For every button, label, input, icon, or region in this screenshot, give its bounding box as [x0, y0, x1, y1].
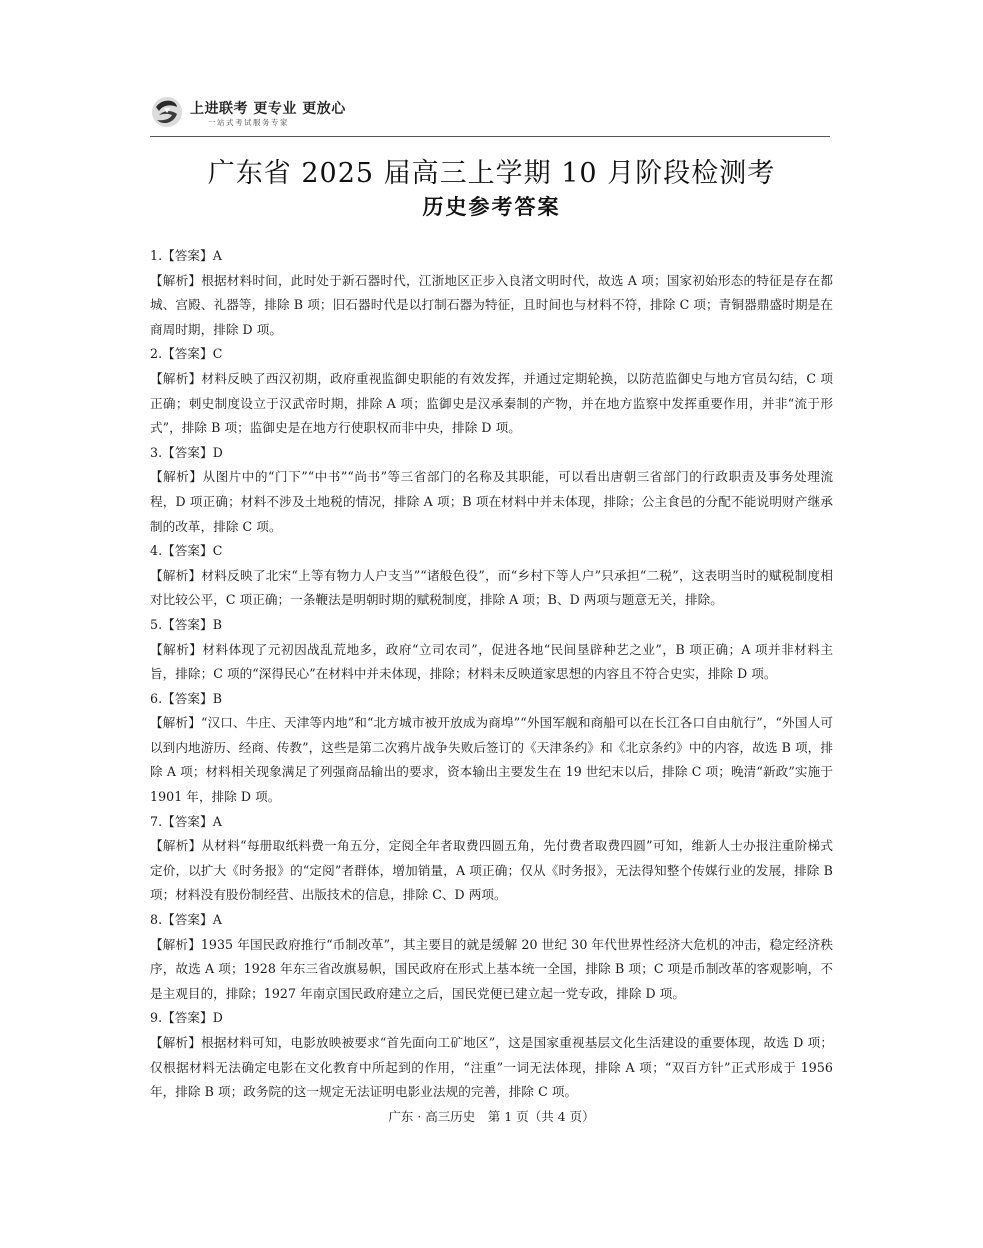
- answer-item: [150, 908, 833, 1006]
- answer-item: [150, 244, 833, 342]
- document-title: 历史参考答案: [422, 195, 561, 219]
- answer-line: 6.【答案】B: [150, 690, 222, 706]
- answer-item: [150, 810, 833, 908]
- brand-logo-icon: [150, 95, 184, 129]
- exam-title: 广东省 2025 届高三上学期 10 月阶段检测考: [207, 158, 776, 189]
- answer-line: 9.【答案】D: [150, 1010, 223, 1026]
- answer-item: [150, 687, 833, 810]
- answer-line: 8.【答案】A: [150, 912, 222, 928]
- explanation-text: 【解析】材料体现了元初因战乱荒地多，政府“立司农司”，促进各地“民间垦辟种艺之业”，B 项正确；A 项并非材料主旨，排除；C 项的“深得民心”在材料中并未体现，排除；材料未反映道家思想的内容且不符合史实，排除 D 项。: [150, 641, 833, 682]
- answer-line: 4.【答案】C: [150, 543, 223, 559]
- explanation-text: 【解析】1935 年国民政府推行“币制改革”，其主要目的就是缓解 20 世纪 30 年代世界性经济大危机的冲击，稳定经济秩序，故选 A 项；1928 年东三省改旗易帜，国民政府在形式上基本统一全国，排除 B 项；C 项是币制改革的客观影响，不是主观目的，排除；1927 年南京国民政府建立之后，国民党便已建立起一党专政，排除 D 项。: [150, 936, 833, 1001]
- answer-line: 7.【答案】A: [150, 813, 222, 829]
- explanation-text: 【解析】材料反映了北宋“上等有物力人户支当”“诸般色役”，而“乡村下等人户”只承担“二税”，这表明当时的赋税制度相对比较公平，C 项正确；一条鞭法是明朝时期的赋税制度，排除 A 项；B、D 两项与题意无关，排除。: [150, 567, 833, 608]
- page-footer: 广东 · 高三历史 第 1 页（共 4 页）: [388, 1109, 595, 1124]
- page-header: [150, 95, 830, 137]
- answer-line: 3.【答案】D: [150, 444, 223, 460]
- answer-item: [150, 1006, 833, 1104]
- answer-line: 1.【答案】A: [150, 248, 222, 263]
- answer-line: 5.【答案】B: [150, 616, 222, 632]
- answer-item: [150, 539, 833, 613]
- answer-list: [150, 244, 833, 1105]
- brand-subtitle: 一站式考试服务专家: [208, 118, 289, 127]
- answer-line: 2.【答案】C: [150, 346, 223, 362]
- explanation-text: 【解析】根据材料可知，电影放映被要求“首先面向工矿地区”，这是国家重视基层文化生活建设的重要体现，故选 D 项；仅根据材料无法确定电影在文化教育中所起到的作用，“注重”一词无法体现，排除 A 项；“双百方针”正式形成于 1956 年，排除 B 项；政务院的这一规定无法证明电影业法规的完善，排除 C 项。: [150, 1035, 833, 1100]
- explanation-text: 【解析】材料反映了西汉初期，政府重视监御史职能的有效发挥，并通过定期轮换，以防范监御史与地方官员勾结，C 项正确；刺史制度设立于汉武帝时期，排除 A 项；监御史是汉承秦制的产物，并在地方监察中发挥重要作用，并非“流于形式”，排除 B 项；监御史是在地方行使职权而非中央，排除 D 项。: [150, 370, 833, 436]
- answer-item: [150, 613, 833, 687]
- answer-item: [150, 342, 833, 440]
- explanation-text: 【解析】从图片中的“门下”“中书”“尚书”等三省部门的名称及其职能，可以看出唐朝三省部门的行政职责及事务处理流程，D 项正确；材料不涉及土地税的情况，排除 A 项；B 项在材料中并未体现，排除；公主食邑的分配不能说明财产继承制的改革，排除 C 项。: [150, 469, 833, 534]
- brand-title: 上进联考 更专业 更放心: [190, 101, 346, 117]
- explanation-text: 【解析】“汉口、牛庄、天津等内地”和“北方城市被开放成为商埠”“外国军舰和商船可以在长江各口自由航行”，“外国人可以到内地游历、经商、传教”，这些是第二次鸦片战争失败后签订的《天津条约》和《北京条约》中的内容，故选 B 项，排除 A 项；材料相关现象满足了列强商品输出的要求，资本输出主要发生在 19 世纪末以后，排除 C 项；晚清“新政”实施于 1901 年，排除 D 项。: [150, 715, 833, 805]
- header-divider: [150, 136, 830, 137]
- explanation-text: 【解析】根据材料时间，此时处于新石器时代，江浙地区正步入良渚文明时代，故选 A 项；国家初始形态的特征是存在都城、宫殿、礼器等，排除 B 项；旧石器时代是以打制石器为特征，且时间也与材料不符，排除 C 项；青铜器鼎盛时期是在商周时期，排除 D 项。: [150, 272, 833, 337]
- explanation-text: 【解析】从材料“每册取纸料费一角五分，定阅全年者取费四圆五角，先付费者取费四圆”可知，维新人士办报注重阶梯式定价，以扩大《时务报》的“定阅”者群体，增加销量，A 项正确；仅从《时务报》，无法得知整个传媒行业的发展，排除 B 项；材料没有股份制经营、出版技术的信息，排除 C、D 两项。: [150, 838, 833, 903]
- answer-item: [150, 441, 833, 539]
